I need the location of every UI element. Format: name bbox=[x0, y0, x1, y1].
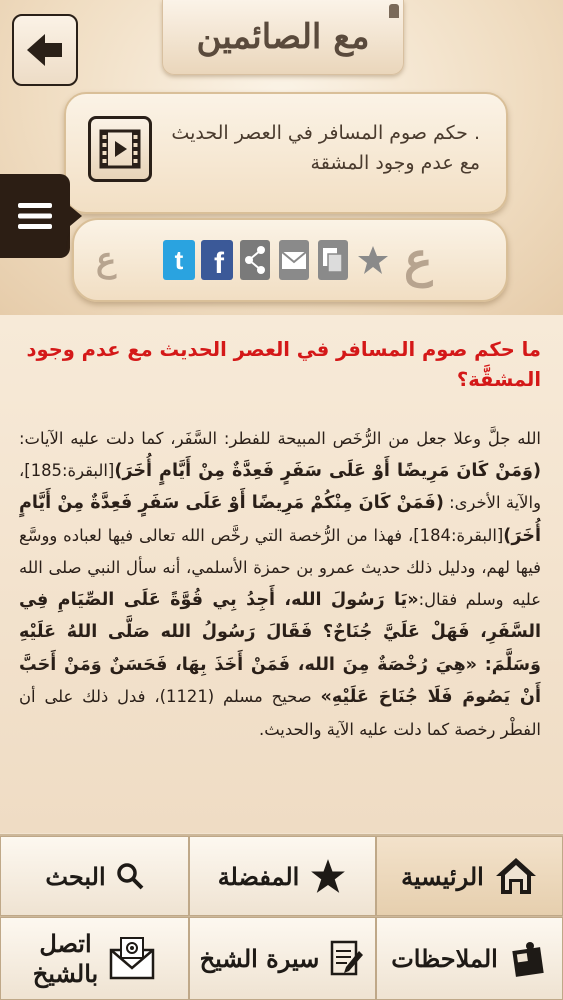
tab-contact-label bbox=[33, 929, 98, 989]
facebook-icon bbox=[201, 240, 233, 280]
notes-board-icon bbox=[508, 939, 548, 979]
verse-ref-1: [البقرة:185]، والآية الأخرى: bbox=[19, 460, 541, 512]
tab-contact-label-line2: بالشيخ bbox=[32, 958, 99, 988]
home-icon bbox=[494, 856, 538, 896]
search-icon bbox=[116, 862, 144, 890]
app-title-plate bbox=[162, 0, 404, 75]
svg-text:f: f bbox=[214, 247, 224, 280]
tab-search[interactable] bbox=[0, 836, 189, 916]
email-button[interactable] bbox=[278, 238, 310, 282]
twitter-icon bbox=[163, 240, 195, 280]
tab-notes[interactable] bbox=[376, 917, 563, 1000]
tab-home-label: الرئيسية bbox=[401, 861, 484, 891]
tab-notes-label: الملاحظات bbox=[391, 944, 498, 973]
back-button[interactable] bbox=[12, 14, 78, 86]
svg-text:t: t bbox=[174, 245, 184, 275]
hadith-ref: صحيح مسلم (1121)، فدل ذلك على أن الفطْر رخصة كما دلت عليه الآية والحديث. bbox=[19, 687, 541, 739]
question-title: ما حكم صوم المسافر في العصر الحديث مع عدم وجود المشقَّة؟ bbox=[26, 338, 541, 391]
font-increase-button[interactable] bbox=[404, 232, 433, 288]
share-button[interactable] bbox=[240, 238, 270, 282]
tab-biography-label: سيرة الشيخ bbox=[199, 944, 320, 973]
tab-contact[interactable] bbox=[0, 917, 189, 1000]
hamburger-menu-icon bbox=[18, 202, 52, 230]
star-icon bbox=[357, 244, 389, 276]
lesson-card bbox=[64, 92, 508, 214]
minaret-decoration bbox=[389, 4, 399, 18]
facebook-button[interactable] bbox=[200, 238, 234, 282]
share-toolbar bbox=[72, 218, 508, 302]
side-menu-button[interactable] bbox=[0, 174, 70, 258]
copy-button[interactable] bbox=[318, 238, 348, 282]
tab-contact-label-line1: اتصل bbox=[39, 928, 92, 958]
mail-at-icon bbox=[108, 936, 156, 982]
hadith-text: «يَا رَسُولَ الله، أَجِدُ بِي قُوَّةً عَلَى الصِّيَامِ فِي السَّفَرِ، فَهَلْ عَلَيَّ جُنَاحٌ؟ فَقَالَ رَسُولُ الله صَلَّى اللهُ عَلَيْهِ وَسَلَّمَ: «هِيَ رُخْصَةٌ مِنَ الله، فَمَنْ أَخَذَ بِهَا، فَحَسَنٌ وَمَنْ أَحَبَّ أَنْ يَصُومَ فَلَا جُنَاحَ عَلَيْهِ» bbox=[19, 589, 541, 707]
tab-biography[interactable] bbox=[189, 917, 376, 1000]
envelope-icon bbox=[279, 240, 309, 280]
star-icon bbox=[309, 858, 347, 894]
bottom-tab-bar bbox=[0, 834, 563, 1000]
video-button[interactable] bbox=[88, 116, 152, 182]
tab-home[interactable] bbox=[376, 836, 563, 916]
tab-search-label: البحث bbox=[45, 861, 106, 891]
quran-verse-1: (وَمَنْ كَانَ مَرِيضًا أَوْ عَلَى سَفَرٍ فَعِدَّةٌ مِنْ أَيَّامٍ أُخَرَ) bbox=[114, 460, 541, 481]
document-edit-icon bbox=[329, 939, 365, 979]
share-icon bbox=[240, 240, 270, 280]
arrow-left-icon bbox=[25, 30, 65, 70]
font-small-icon: ع bbox=[96, 240, 117, 280]
tab-favorites[interactable] bbox=[189, 836, 376, 916]
header-area bbox=[0, 0, 563, 315]
video-film-icon bbox=[98, 127, 142, 171]
app-title: مع الصائمين bbox=[196, 17, 370, 57]
favorite-button[interactable] bbox=[356, 238, 390, 282]
twitter-button[interactable] bbox=[162, 238, 196, 282]
copy-icon bbox=[318, 240, 348, 280]
tab-favorites-label: المفضلة bbox=[217, 861, 300, 891]
answer-intro: الله جلَّ وعلا جعل من الرُّخَص المبيحة للفطر: السَّفَر، كما دلت عليه الآيات: bbox=[19, 429, 541, 448]
quran-verse-2: (فَمَنْ كَانَ مِنْكُمْ مَرِيضًا أَوْ عَلَى سَفَرٍ فَعِدَّةٌ مِنْ أَيَّامٍ أُخَرَ) bbox=[19, 493, 541, 546]
lesson-title: . حكم صوم المسافر في العصر الحديث مع عدم وجود المشقة bbox=[171, 122, 480, 174]
font-decrease-button[interactable] bbox=[96, 238, 116, 282]
font-large-icon: ع bbox=[404, 232, 433, 288]
verse-ref-2: [البقرة:184]، فهذا من الرُّخصة التي رخَّص الله تعالى فيها لعباده ووسَّع فيها لهم، ودليل ذلك حديث عمرو بن حمزة الأسلمي، أنه سأل النبي صلى الله عليه وسلم فقال: bbox=[19, 525, 541, 609]
answer-text bbox=[19, 423, 541, 745]
article-content bbox=[0, 315, 563, 833]
